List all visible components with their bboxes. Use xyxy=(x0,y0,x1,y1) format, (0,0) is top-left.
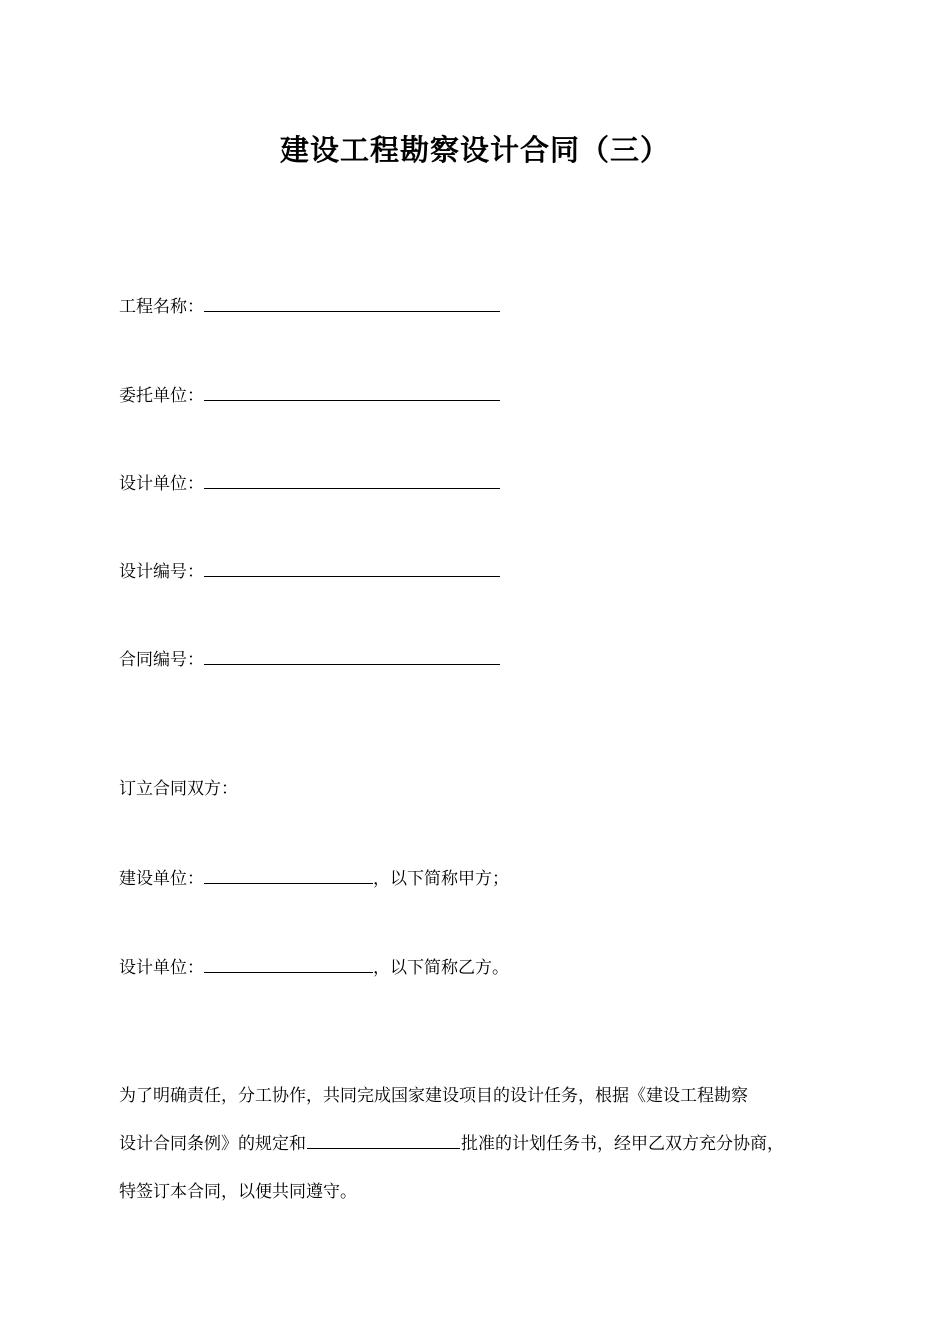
document-title: 建设工程勘察设计合同（三） xyxy=(279,133,670,167)
fill-in-blank[interactable] xyxy=(204,557,500,577)
parties-heading: 订立合同双方： xyxy=(119,779,238,799)
fill-in-blank[interactable] xyxy=(204,381,500,401)
party-b-suffix: ，以下简称乙方。 xyxy=(373,958,509,978)
field-label: 委托单位： xyxy=(119,386,204,406)
body-paragraph xyxy=(119,1072,837,1216)
fill-in-blank[interactable] xyxy=(204,864,373,884)
party-b-label: 设计单位： xyxy=(119,958,204,978)
field-label: 合同编号： xyxy=(119,650,204,670)
party-b-line xyxy=(119,953,509,980)
paragraph-text: 设计合同条例》的规定和 xyxy=(119,1134,306,1154)
party-a-suffix: ，以下简称甲方； xyxy=(373,869,509,889)
paragraph-line xyxy=(119,1120,837,1168)
fill-in-blank[interactable] xyxy=(307,1129,460,1149)
field-label: 工程名称： xyxy=(119,297,204,317)
fill-in-blank[interactable] xyxy=(204,645,500,665)
field-design-unit xyxy=(119,469,500,496)
field-contract-number xyxy=(119,645,500,672)
field-label: 设计编号： xyxy=(119,562,204,582)
party-a-label: 建设单位： xyxy=(119,869,204,889)
paragraph-text: 批准的计划任务书，经甲乙双方充分协商， xyxy=(461,1134,784,1154)
paragraph-line: 特签订本合同，以便共同遵守。 xyxy=(119,1182,357,1202)
fill-in-blank[interactable] xyxy=(204,953,373,973)
field-client-unit xyxy=(119,381,500,408)
field-label: 设计单位： xyxy=(119,474,204,494)
fill-in-blank[interactable] xyxy=(204,292,500,312)
field-design-number xyxy=(119,557,500,584)
fill-in-blank[interactable] xyxy=(204,469,500,489)
field-project-name xyxy=(119,292,500,319)
paragraph-line: 为了明确责任，分工协作，共同完成国家建设项目的设计任务，根据《建设工程勘察 xyxy=(119,1086,748,1106)
party-a-line xyxy=(119,864,509,891)
